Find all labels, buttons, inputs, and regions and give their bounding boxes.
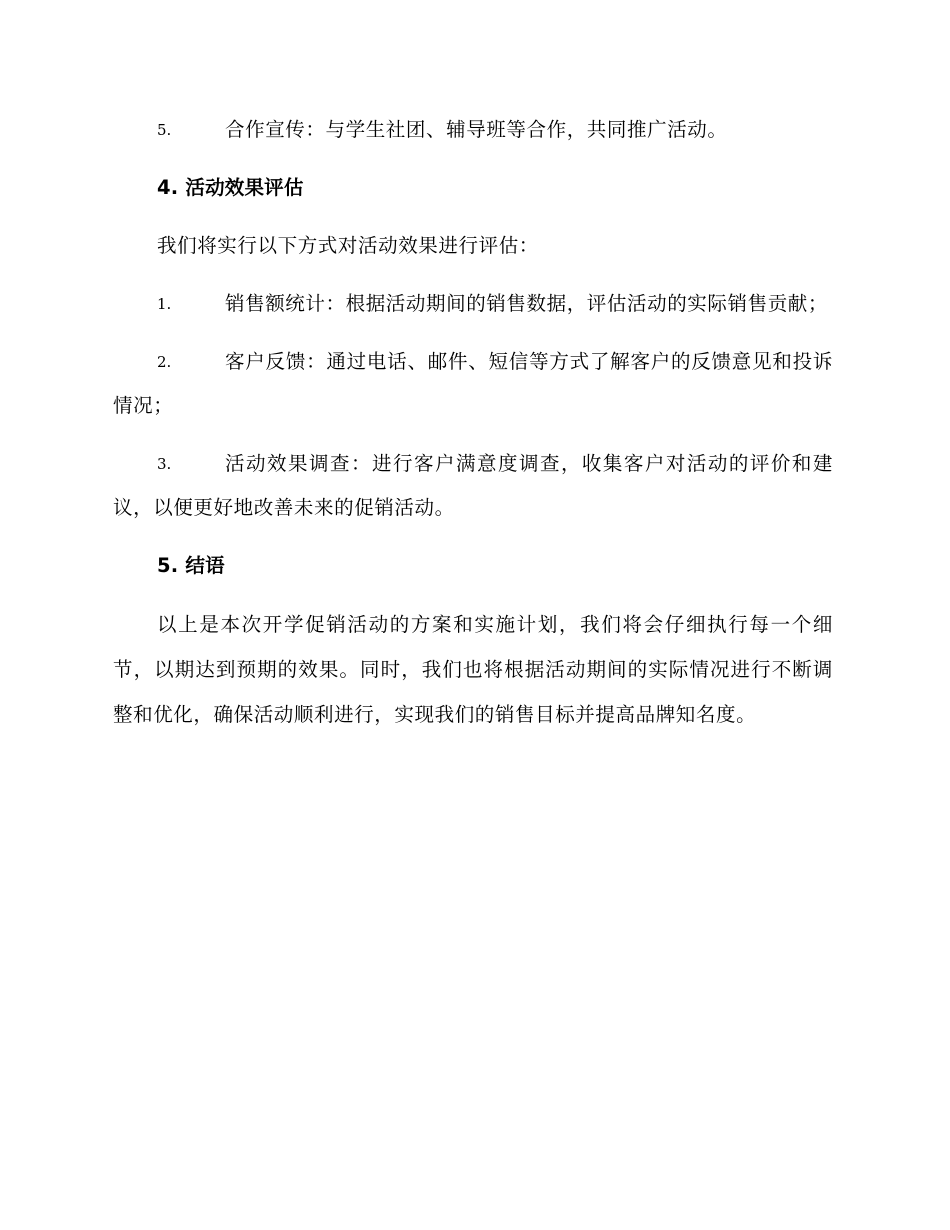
section-heading-evaluation: 4. 活动效果评估 <box>157 176 304 199</box>
conclusion-paragraph: 以上是本次开学促销活动的方案和实施计划，我们将会仔细执行每一个细节，以期达到预期的效果。同时，我们也将根据活动期间的实际情况进行不断调整和优化，确保活动顺利进行，实现我们的销售目标并提高品牌知名度。 <box>113 613 833 726</box>
list-text: 合作宣传：与学生社团、辅导班等合作，共同推广活动。 <box>225 118 728 141</box>
list-item-sales-stats <box>113 282 833 326</box>
document-content <box>113 108 833 737</box>
list-item-cooperation <box>113 108 833 152</box>
list-text: 销售额统计：根据活动期间的销售数据，评估活动的实际销售贡献； <box>225 292 829 315</box>
list-number: 5. <box>157 121 172 139</box>
list-number: 2. <box>157 353 172 371</box>
list-item-customer-feedback <box>113 340 833 428</box>
list-number: 1. <box>157 295 172 313</box>
section-heading-conclusion: 5. 结语 <box>157 554 225 577</box>
list-text: 活动效果调查：进行客户满意度调查，收集客户对活动的评价和建议，以便更好地改善未来的促销活动。 <box>113 452 833 519</box>
list-item-effect-survey <box>113 442 833 530</box>
list-number: 3. <box>157 455 172 473</box>
evaluation-intro: 我们将实行以下方式对活动效果进行评估： <box>157 234 539 257</box>
list-text: 客户反馈：通过电话、邮件、短信等方式了解客户的反馈意见和投诉情况； <box>113 350 833 417</box>
